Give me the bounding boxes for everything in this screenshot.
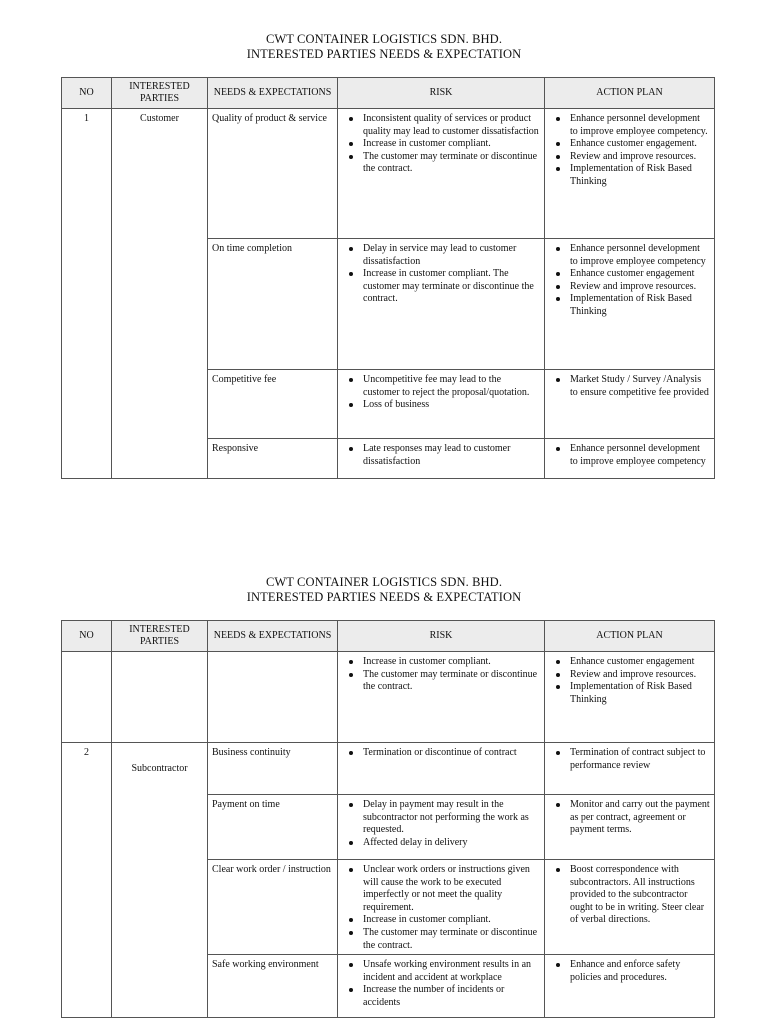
table-row bbox=[62, 652, 715, 743]
list-item: Affected delay in delivery bbox=[363, 837, 540, 850]
action-list bbox=[549, 243, 710, 319]
list-item: Termination of contract subject to performance review bbox=[570, 747, 710, 772]
header-risk: RISK bbox=[338, 78, 545, 109]
list-item: The customer may terminate or discontinue the contract. bbox=[363, 151, 540, 176]
row-number-empty bbox=[62, 860, 112, 955]
needs-cell: Business continuity bbox=[208, 743, 338, 795]
list-item: Increase the number of incidents or accidents bbox=[363, 984, 540, 1009]
list-item: Delay in service may lead to customer dissatisfaction bbox=[363, 243, 540, 268]
header-needs-expectations: NEEDS & EXPECTATIONS bbox=[208, 621, 338, 652]
table-row bbox=[62, 743, 715, 795]
list-item: Enhance and enforce safety policies and procedures. bbox=[570, 959, 710, 984]
list-item: Enhance customer engagement. bbox=[570, 138, 710, 151]
list-item: Inconsistent quality of services or product quality may lead to customer dissatisfaction bbox=[363, 113, 539, 137]
interested-party: Customer bbox=[112, 109, 208, 479]
header-needs-expectations: NEEDS & EXPECTATIONS bbox=[208, 78, 338, 109]
action-plan-cell bbox=[545, 955, 715, 1018]
list-item: Unsafe working environment results in an incident and accident at workplace bbox=[363, 959, 540, 984]
row-number bbox=[62, 652, 112, 743]
action-plan-cell bbox=[545, 439, 715, 479]
action-plan-cell bbox=[545, 652, 715, 743]
row-number-empty bbox=[62, 795, 112, 860]
list-item: Review and improve resources. bbox=[570, 281, 710, 294]
list-item: Enhance customer engagement bbox=[570, 656, 710, 669]
risk-list bbox=[342, 243, 540, 306]
list-item: Boost correspondence with subcontractors. All instructions provided to the subcontractor ought to be in writing. Steer clear of verbal directions. bbox=[570, 864, 710, 927]
document-title: INTERESTED PARTIES NEEDS & EXPECTATION bbox=[246, 590, 522, 604]
needs-cell: Safe working environment bbox=[208, 955, 338, 1018]
interested-parties-table-2 bbox=[61, 620, 715, 1018]
list-item: Increase in customer compliant. bbox=[363, 914, 540, 927]
action-list bbox=[549, 959, 710, 984]
list-item: The customer may terminate or discontinue the contract. bbox=[363, 927, 540, 952]
action-list bbox=[549, 374, 710, 399]
list-item: Implementation of Risk Based Thinking bbox=[570, 293, 710, 318]
list-item: Implementation of Risk Based Thinking bbox=[570, 681, 710, 706]
risk-cell bbox=[338, 439, 545, 479]
table-row bbox=[62, 109, 715, 239]
header-action-plan: ACTION PLAN bbox=[545, 621, 715, 652]
header-risk: RISK bbox=[338, 621, 545, 652]
action-list bbox=[549, 656, 710, 706]
needs-cell: On time completion bbox=[208, 239, 338, 370]
action-list bbox=[549, 799, 710, 837]
page1-title bbox=[0, 32, 768, 62]
risk-cell bbox=[338, 743, 545, 795]
list-item: Delay in payment may result in the subcontractor not performing the work as requested. bbox=[363, 799, 540, 837]
interested-party bbox=[112, 652, 208, 743]
list-item: Market Study / Survey /Analysis to ensure competitive fee provided bbox=[570, 374, 709, 398]
row-number: 1 bbox=[62, 109, 112, 479]
action-plan-cell bbox=[545, 860, 715, 955]
needs-cell: Responsive bbox=[208, 439, 338, 479]
interested-parties-table-1 bbox=[61, 77, 715, 479]
list-item: Enhance personnel development to improve employee competency bbox=[570, 243, 710, 268]
needs-cell: Quality of product & service bbox=[208, 109, 338, 239]
list-item: Enhance personnel development to improve employee competency bbox=[570, 443, 710, 468]
action-plan-cell bbox=[545, 239, 715, 370]
list-item: Increase in customer compliant. bbox=[363, 656, 540, 669]
risk-list bbox=[342, 864, 540, 952]
action-list bbox=[549, 864, 710, 927]
company-name: CWT CONTAINER LOGISTICS SDN. BHD. bbox=[265, 575, 503, 589]
risk-list bbox=[342, 374, 540, 412]
needs-cell: Competitive fee bbox=[208, 370, 338, 439]
list-item: Enhance customer engagement bbox=[570, 268, 710, 281]
list-item: Loss of business bbox=[363, 399, 540, 412]
list-item: Enhance personnel development to improve employee competency. bbox=[570, 113, 710, 138]
interested-party: Subcontractor bbox=[112, 743, 208, 1018]
list-item: Increase in customer compliant. The customer may terminate or discontinue the contract. bbox=[363, 268, 540, 306]
header-interested-parties: INTERESTED PARTIES bbox=[112, 621, 208, 652]
action-plan-cell bbox=[545, 370, 715, 439]
list-item: Monitor and carry out the payment as per contract, agreement or payment terms. bbox=[570, 799, 710, 836]
action-plan-cell bbox=[545, 743, 715, 795]
list-item: Uncompetitive fee may lead to the customer to reject the proposal/quotation. bbox=[363, 374, 540, 399]
page2-title bbox=[0, 575, 768, 605]
list-item: Unclear work orders or instructions given will cause the work to be executed imperfectly or not meet the quality requirement. bbox=[363, 864, 540, 914]
risk-cell bbox=[338, 860, 545, 955]
action-plan-cell bbox=[545, 109, 715, 239]
action-plan-cell bbox=[545, 795, 715, 860]
list-item: Termination or discontinue of contract bbox=[363, 747, 540, 760]
header-action-plan: ACTION PLAN bbox=[545, 78, 715, 109]
header-interested-parties: INTERESTED PARTIES bbox=[112, 78, 208, 109]
list-item: Late responses may lead to customer dissatisfaction bbox=[363, 443, 540, 468]
company-name: CWT CONTAINER LOGISTICS SDN. BHD. bbox=[265, 32, 503, 46]
risk-cell bbox=[338, 795, 545, 860]
table-header-row bbox=[62, 78, 715, 109]
needs-cell: Payment on time bbox=[208, 795, 338, 860]
header-no: NO bbox=[62, 78, 112, 109]
risk-list bbox=[342, 113, 540, 176]
risk-list bbox=[342, 959, 540, 1009]
list-item: Increase in customer compliant. bbox=[363, 138, 540, 151]
risk-list bbox=[342, 443, 540, 468]
needs-cell bbox=[208, 652, 338, 743]
header-no: NO bbox=[62, 621, 112, 652]
list-item: Implementation of Risk Based Thinking bbox=[570, 163, 710, 188]
risk-cell bbox=[338, 652, 545, 743]
document-title: INTERESTED PARTIES NEEDS & EXPECTATION bbox=[246, 47, 522, 61]
risk-cell bbox=[338, 955, 545, 1018]
action-list bbox=[549, 113, 710, 189]
action-list bbox=[549, 747, 710, 772]
row-number: 2 bbox=[62, 743, 112, 795]
risk-cell bbox=[338, 370, 545, 439]
risk-cell bbox=[338, 109, 545, 239]
needs-cell: Clear work order / instruction bbox=[208, 860, 338, 955]
risk-list bbox=[342, 799, 540, 849]
risk-list bbox=[342, 747, 540, 760]
list-item: Review and improve resources. bbox=[570, 151, 710, 164]
list-item: Review and improve resources. bbox=[570, 669, 710, 682]
action-list bbox=[549, 443, 710, 468]
row-number-empty bbox=[62, 955, 112, 1018]
risk-list bbox=[342, 656, 540, 694]
table-header-row bbox=[62, 621, 715, 652]
list-item: The customer may terminate or discontinue the contract. bbox=[363, 669, 540, 694]
risk-cell bbox=[338, 239, 545, 370]
